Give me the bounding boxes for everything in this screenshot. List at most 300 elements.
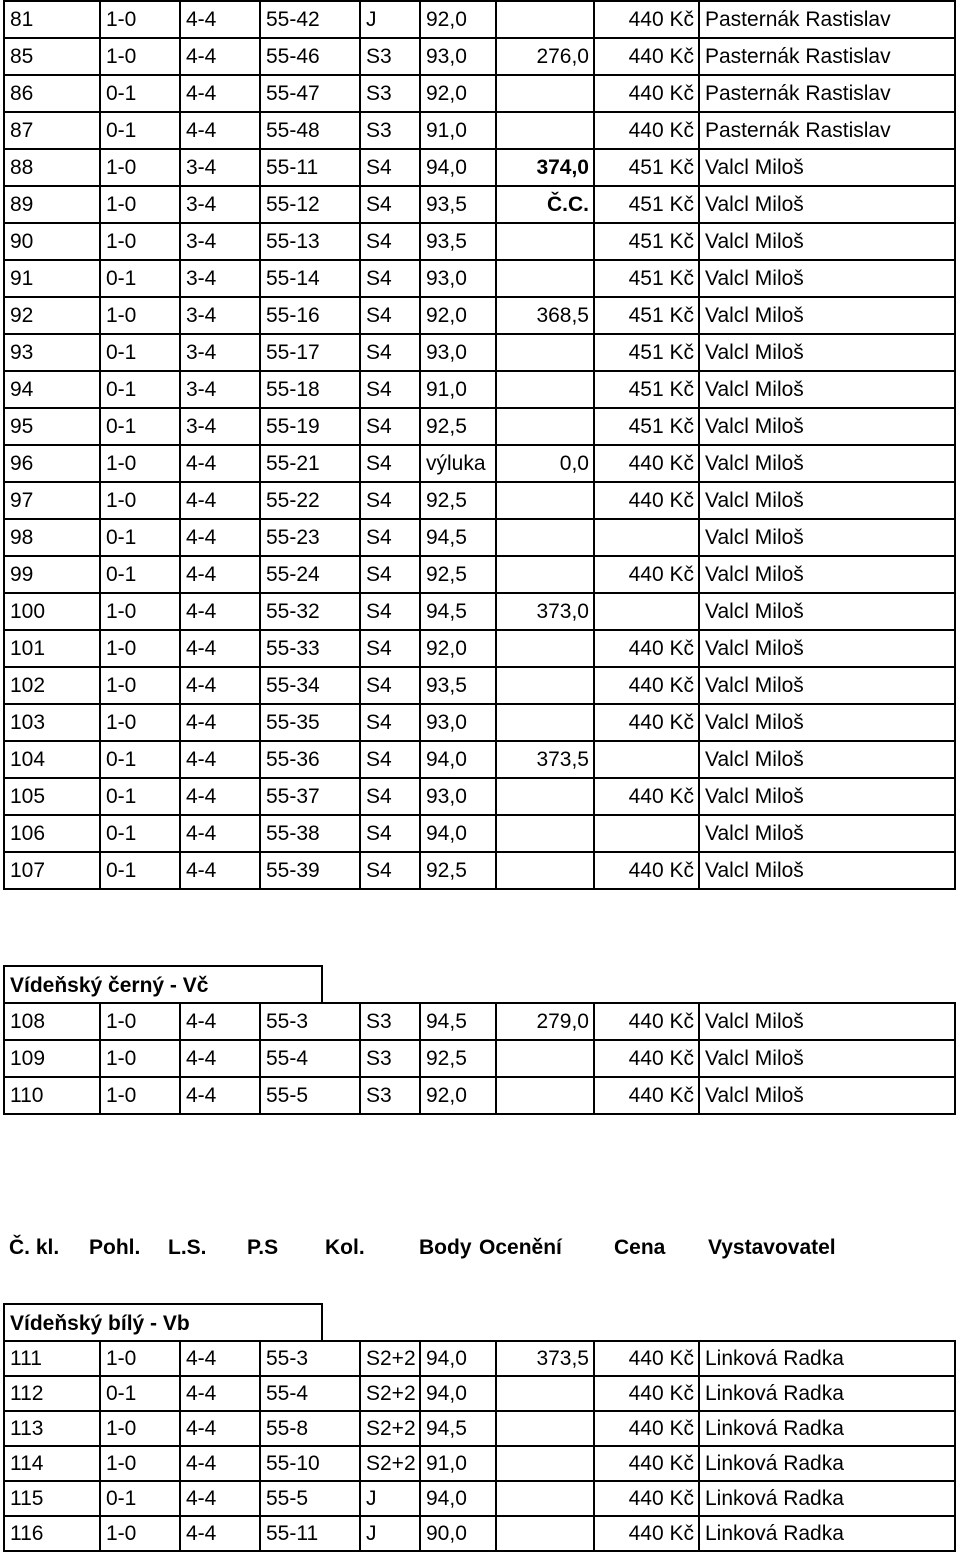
cell-prave: 55-18	[260, 371, 360, 408]
cell-kolekce: J	[360, 1481, 420, 1516]
cell-leve: 3-4	[180, 260, 260, 297]
cell-vystavovatel: Valcl Miloš	[699, 260, 955, 297]
column-header-row	[0, 1236, 960, 1262]
cell-cislo: 102	[4, 667, 100, 704]
table-row	[4, 408, 955, 445]
cell-kolekce: S4	[360, 482, 420, 519]
cell-kolekce: S4	[360, 556, 420, 593]
cell-cena: 440 Kč	[594, 1341, 699, 1376]
cell-prave: 55-46	[260, 38, 360, 75]
cell-cislo: 103	[4, 704, 100, 741]
cell-kolekce: S4	[360, 741, 420, 778]
cell-pohlavi: 0-1	[100, 112, 180, 149]
cell-vystavovatel: Linková Radka	[699, 1341, 955, 1376]
cell-prave: 55-4	[260, 1040, 360, 1077]
cell-prave: 55-38	[260, 815, 360, 852]
cell-cislo: 114	[4, 1446, 100, 1481]
cell-leve: 3-4	[180, 371, 260, 408]
cell-body: 92,0	[420, 1077, 496, 1114]
cell-oceneni	[496, 1077, 594, 1114]
cell-pohlavi: 0-1	[100, 815, 180, 852]
cell-cislo: 113	[4, 1411, 100, 1446]
cell-pohlavi: 0-1	[100, 852, 180, 889]
cell-cislo: 94	[4, 371, 100, 408]
cell-cislo: 87	[4, 112, 100, 149]
cell-oceneni	[496, 1411, 594, 1446]
cell-oceneni	[496, 112, 594, 149]
cell-vystavovatel: Valcl Miloš	[699, 778, 955, 815]
cell-cena: 440 Kč	[594, 1446, 699, 1481]
table-row	[4, 556, 955, 593]
cell-vystavovatel: Valcl Miloš	[699, 556, 955, 593]
cell-pohlavi: 1-0	[100, 482, 180, 519]
cell-kolekce: S3	[360, 1003, 420, 1040]
cell-prave: 55-11	[260, 1516, 360, 1551]
cell-leve: 4-4	[180, 519, 260, 556]
cell-oceneni	[496, 778, 594, 815]
cell-pohlavi: 1-0	[100, 297, 180, 334]
cell-oceneni	[496, 1, 594, 38]
table-row	[4, 482, 955, 519]
cell-vystavovatel: Valcl Miloš	[699, 593, 955, 630]
cell-cena: 440 Kč	[594, 556, 699, 593]
cell-oceneni	[496, 852, 594, 889]
cell-vystavovatel: Linková Radka	[699, 1481, 955, 1516]
cell-leve: 4-4	[180, 630, 260, 667]
cell-prave: 55-17	[260, 334, 360, 371]
cell-leve: 4-4	[180, 741, 260, 778]
cell-cislo: 89	[4, 186, 100, 223]
table-row	[4, 1003, 955, 1040]
cell-leve: 4-4	[180, 112, 260, 149]
cell-pohlavi: 1-0	[100, 1077, 180, 1114]
cell-vystavovatel: Valcl Miloš	[699, 186, 955, 223]
cell-prave: 55-33	[260, 630, 360, 667]
table-row	[4, 149, 955, 186]
cell-cena: 440 Kč	[594, 1003, 699, 1040]
cell-pohlavi: 1-0	[100, 1411, 180, 1446]
cell-cena: 451 Kč	[594, 260, 699, 297]
cell-pohlavi: 1-0	[100, 1446, 180, 1481]
cell-kolekce: S3	[360, 75, 420, 112]
cell-cislo: 111	[4, 1341, 100, 1376]
table-row	[4, 1516, 955, 1551]
cell-prave: 55-4	[260, 1376, 360, 1411]
cell-cislo: 93	[4, 334, 100, 371]
cell-body: 93,5	[420, 186, 496, 223]
table-row	[4, 223, 955, 260]
cell-vystavovatel: Valcl Miloš	[699, 519, 955, 556]
cell-cislo: 104	[4, 741, 100, 778]
cell-body: 92,0	[420, 630, 496, 667]
table-row	[4, 371, 955, 408]
cell-kolekce: S4	[360, 704, 420, 741]
cell-pohlavi: 0-1	[100, 741, 180, 778]
cell-leve: 4-4	[180, 1341, 260, 1376]
cell-cislo: 96	[4, 445, 100, 482]
cell-vystavovatel: Pasternák Rastislav	[699, 112, 955, 149]
cell-pohlavi: 1-0	[100, 1, 180, 38]
cell-pohlavi: 1-0	[100, 1003, 180, 1040]
table-row	[4, 1077, 955, 1114]
cell-vystavovatel: Valcl Miloš	[699, 334, 955, 371]
table-row	[4, 260, 955, 297]
cell-leve: 4-4	[180, 75, 260, 112]
cell-cena: 440 Kč	[594, 630, 699, 667]
cell-leve: 3-4	[180, 149, 260, 186]
cell-leve: 4-4	[180, 1, 260, 38]
cell-kolekce: S4	[360, 149, 420, 186]
cell-oceneni	[496, 556, 594, 593]
cell-body: 93,5	[420, 667, 496, 704]
cell-oceneni	[496, 1481, 594, 1516]
cell-prave: 55-13	[260, 223, 360, 260]
cell-body: 94,5	[420, 593, 496, 630]
cell-leve: 3-4	[180, 408, 260, 445]
cell-body: 93,0	[420, 704, 496, 741]
cell-body: 94,5	[420, 1411, 496, 1446]
header-cislo-klece: Č. kl.	[9, 1236, 60, 1259]
cell-pohlavi: 0-1	[100, 1481, 180, 1516]
cell-cena: 440 Kč	[594, 75, 699, 112]
table-row	[4, 1376, 955, 1411]
cell-pohlavi: 1-0	[100, 38, 180, 75]
cell-vystavovatel: Valcl Miloš	[699, 741, 955, 778]
cell-body: 94,0	[420, 149, 496, 186]
cell-vystavovatel: Valcl Miloš	[699, 1040, 955, 1077]
cell-kolekce: S4	[360, 667, 420, 704]
table-row	[4, 741, 955, 778]
cell-oceneni	[496, 1446, 594, 1481]
cell-pohlavi: 1-0	[100, 186, 180, 223]
cell-pohlavi: 0-1	[100, 556, 180, 593]
cell-kolekce: S4	[360, 815, 420, 852]
cell-cena: 440 Kč	[594, 1077, 699, 1114]
cell-cena: 451 Kč	[594, 186, 699, 223]
cell-oceneni: 374,0	[496, 149, 594, 186]
cell-cislo: 95	[4, 408, 100, 445]
cell-cena: 440 Kč	[594, 482, 699, 519]
cell-oceneni	[496, 260, 594, 297]
cell-vystavovatel: Valcl Miloš	[699, 408, 955, 445]
table-body	[4, 1, 955, 889]
cell-leve: 3-4	[180, 186, 260, 223]
table-row	[4, 519, 955, 556]
table-row	[4, 1341, 955, 1376]
header-pohlavi: Pohl.	[89, 1236, 141, 1259]
cell-kolekce: S2+2	[360, 1341, 420, 1376]
table-body	[4, 1341, 955, 1551]
cell-kolekce: S4	[360, 778, 420, 815]
table-row	[4, 593, 955, 630]
cell-cislo: 86	[4, 75, 100, 112]
cell-cislo: 105	[4, 778, 100, 815]
cell-cena: 440 Kč	[594, 1516, 699, 1551]
cell-vystavovatel: Linková Radka	[699, 1376, 955, 1411]
cell-body: 92,5	[420, 556, 496, 593]
cell-vystavovatel: Linková Radka	[699, 1516, 955, 1551]
cell-prave: 55-35	[260, 704, 360, 741]
cell-pohlavi: 0-1	[100, 778, 180, 815]
cell-cena: 440 Kč	[594, 778, 699, 815]
cell-prave: 55-11	[260, 149, 360, 186]
cell-body: 93,0	[420, 260, 496, 297]
cell-vystavovatel: Valcl Miloš	[699, 704, 955, 741]
cell-oceneni	[496, 334, 594, 371]
header-cena: Cena	[614, 1236, 666, 1259]
cell-cena	[594, 741, 699, 778]
cell-leve: 4-4	[180, 1446, 260, 1481]
cell-body: 94,0	[420, 1341, 496, 1376]
cell-vystavovatel: Valcl Miloš	[699, 630, 955, 667]
cell-oceneni: 0,0	[496, 445, 594, 482]
table-row	[4, 445, 955, 482]
cell-leve: 4-4	[180, 1516, 260, 1551]
cell-leve: 4-4	[180, 1077, 260, 1114]
cell-cislo: 109	[4, 1040, 100, 1077]
cell-oceneni: 279,0	[496, 1003, 594, 1040]
cell-kolekce: S4	[360, 260, 420, 297]
cell-leve: 4-4	[180, 556, 260, 593]
cell-vystavovatel: Valcl Miloš	[699, 297, 955, 334]
cell-body: 91,0	[420, 371, 496, 408]
cell-oceneni	[496, 667, 594, 704]
cell-prave: 55-5	[260, 1481, 360, 1516]
table-row	[4, 667, 955, 704]
cell-leve: 4-4	[180, 38, 260, 75]
cell-kolekce: S3	[360, 1040, 420, 1077]
cell-cislo: 98	[4, 519, 100, 556]
cell-cena: 451 Kč	[594, 371, 699, 408]
cell-oceneni	[496, 223, 594, 260]
cell-cena	[594, 815, 699, 852]
cell-vystavovatel: Valcl Miloš	[699, 852, 955, 889]
cell-cislo: 100	[4, 593, 100, 630]
cell-body: 94,0	[420, 1376, 496, 1411]
cell-vystavovatel: Linková Radka	[699, 1446, 955, 1481]
cell-leve: 4-4	[180, 778, 260, 815]
cell-oceneni	[496, 630, 594, 667]
cell-leve: 4-4	[180, 815, 260, 852]
cell-prave: 55-37	[260, 778, 360, 815]
cell-prave: 55-3	[260, 1003, 360, 1040]
cell-kolekce: S3	[360, 112, 420, 149]
cell-vystavovatel: Valcl Miloš	[699, 1077, 955, 1114]
cell-body: 91,0	[420, 112, 496, 149]
cell-vystavovatel: Valcl Miloš	[699, 667, 955, 704]
cell-pohlavi: 1-0	[100, 1040, 180, 1077]
cell-cislo: 116	[4, 1516, 100, 1551]
cell-kolekce: S2+2	[360, 1411, 420, 1446]
cell-pohlavi: 0-1	[100, 260, 180, 297]
table-row	[4, 815, 955, 852]
results-table-vc	[3, 1002, 956, 1115]
cell-kolekce: S4	[360, 593, 420, 630]
section-title-videnskiy-bily: Vídeňský bílý - Vb	[3, 1303, 323, 1341]
cell-body: 92,0	[420, 297, 496, 334]
cell-pohlavi: 1-0	[100, 445, 180, 482]
cell-body: 94,0	[420, 1481, 496, 1516]
cell-pohlavi: 1-0	[100, 630, 180, 667]
cell-kolekce: S4	[360, 630, 420, 667]
cell-pohlavi: 0-1	[100, 75, 180, 112]
table-row	[4, 38, 955, 75]
cell-body: 92,5	[420, 852, 496, 889]
cell-oceneni: 276,0	[496, 38, 594, 75]
cell-kolekce: S4	[360, 445, 420, 482]
cell-prave: 55-47	[260, 75, 360, 112]
cell-oceneni	[496, 704, 594, 741]
cell-vystavovatel: Pasternák Rastislav	[699, 75, 955, 112]
cell-prave: 55-23	[260, 519, 360, 556]
cell-oceneni	[496, 1040, 594, 1077]
table-row	[4, 112, 955, 149]
cell-vystavovatel: Linková Radka	[699, 1411, 955, 1446]
cell-vystavovatel: Valcl Miloš	[699, 371, 955, 408]
cell-oceneni: Č.C.	[496, 186, 594, 223]
cell-body: 93,5	[420, 223, 496, 260]
cell-oceneni	[496, 815, 594, 852]
cell-leve: 4-4	[180, 445, 260, 482]
table-row	[4, 630, 955, 667]
cell-vystavovatel: Valcl Miloš	[699, 149, 955, 186]
cell-oceneni	[496, 1516, 594, 1551]
cell-leve: 3-4	[180, 297, 260, 334]
cell-cislo: 106	[4, 815, 100, 852]
cell-leve: 4-4	[180, 482, 260, 519]
table-row	[4, 1446, 955, 1481]
cell-prave: 55-22	[260, 482, 360, 519]
cell-prave: 55-34	[260, 667, 360, 704]
cell-body: 92,5	[420, 482, 496, 519]
table-row	[4, 1481, 955, 1516]
cell-cena: 440 Kč	[594, 1411, 699, 1446]
cell-leve: 4-4	[180, 667, 260, 704]
cell-oceneni: 373,0	[496, 593, 594, 630]
cell-prave: 55-42	[260, 1, 360, 38]
cell-leve: 4-4	[180, 1376, 260, 1411]
cell-cena: 451 Kč	[594, 297, 699, 334]
cell-body: 92,0	[420, 1, 496, 38]
cell-pohlavi: 1-0	[100, 593, 180, 630]
cell-body: výluka	[420, 445, 496, 482]
cell-cislo: 88	[4, 149, 100, 186]
table-row	[4, 1411, 955, 1446]
cell-prave: 55-12	[260, 186, 360, 223]
cell-pohlavi: 0-1	[100, 371, 180, 408]
cell-body: 94,0	[420, 741, 496, 778]
cell-leve: 4-4	[180, 593, 260, 630]
cell-kolekce: S4	[360, 519, 420, 556]
cell-cena: 451 Kč	[594, 408, 699, 445]
cell-oceneni	[496, 75, 594, 112]
cell-cislo: 90	[4, 223, 100, 260]
cell-prave: 55-8	[260, 1411, 360, 1446]
table-row	[4, 334, 955, 371]
cell-kolekce: S4	[360, 186, 420, 223]
cell-body: 93,0	[420, 778, 496, 815]
cell-kolekce: S2+2	[360, 1446, 420, 1481]
cell-kolekce: S3	[360, 1077, 420, 1114]
cell-leve: 3-4	[180, 334, 260, 371]
cell-kolekce: S4	[360, 334, 420, 371]
cell-vystavovatel: Valcl Miloš	[699, 1003, 955, 1040]
header-leve-slozeni: L.S.	[168, 1236, 207, 1259]
cell-body: 93,0	[420, 38, 496, 75]
cell-leve: 4-4	[180, 852, 260, 889]
cell-cena: 440 Kč	[594, 1040, 699, 1077]
cell-kolekce: S4	[360, 223, 420, 260]
cell-body: 90,0	[420, 1516, 496, 1551]
cell-cena: 440 Kč	[594, 704, 699, 741]
cell-cena: 451 Kč	[594, 149, 699, 186]
cell-oceneni: 373,5	[496, 741, 594, 778]
cell-kolekce: S4	[360, 297, 420, 334]
cell-cena: 440 Kč	[594, 1481, 699, 1516]
cell-cislo: 115	[4, 1481, 100, 1516]
table-row	[4, 297, 955, 334]
header-oceneni: Ocenění	[479, 1236, 562, 1259]
cell-leve: 4-4	[180, 1003, 260, 1040]
cell-cislo: 101	[4, 630, 100, 667]
cell-kolekce: S3	[360, 38, 420, 75]
cell-prave: 55-21	[260, 445, 360, 482]
cell-cena	[594, 593, 699, 630]
cell-kolekce: S2+2	[360, 1376, 420, 1411]
cell-body: 94,5	[420, 1003, 496, 1040]
section-title-videnskiy-cerny: Vídeňský černý - Vč	[3, 965, 323, 1003]
cell-prave: 55-48	[260, 112, 360, 149]
cell-pohlavi: 0-1	[100, 519, 180, 556]
cell-leve: 4-4	[180, 1040, 260, 1077]
cell-pohlavi: 1-0	[100, 704, 180, 741]
cell-vystavovatel: Valcl Miloš	[699, 815, 955, 852]
cell-cena: 440 Kč	[594, 1376, 699, 1411]
cell-cena: 451 Kč	[594, 223, 699, 260]
cell-cena: 440 Kč	[594, 852, 699, 889]
cell-prave: 55-19	[260, 408, 360, 445]
cell-cislo: 107	[4, 852, 100, 889]
cell-kolekce: J	[360, 1516, 420, 1551]
table-row	[4, 778, 955, 815]
cell-prave: 55-24	[260, 556, 360, 593]
table-row	[4, 704, 955, 741]
cell-oceneni	[496, 371, 594, 408]
cell-cislo: 110	[4, 1077, 100, 1114]
cell-pohlavi: 1-0	[100, 667, 180, 704]
cell-cena: 440 Kč	[594, 445, 699, 482]
cell-kolekce: S4	[360, 852, 420, 889]
cell-cena: 440 Kč	[594, 667, 699, 704]
cell-cena: 440 Kč	[594, 1, 699, 38]
cell-prave: 55-39	[260, 852, 360, 889]
cell-pohlavi: 0-1	[100, 408, 180, 445]
cell-cena	[594, 519, 699, 556]
cell-cislo: 99	[4, 556, 100, 593]
cell-prave: 55-14	[260, 260, 360, 297]
cell-body: 92,0	[420, 75, 496, 112]
cell-prave: 55-36	[260, 741, 360, 778]
header-kolekce: Kol.	[325, 1236, 365, 1259]
cell-vystavovatel: Valcl Miloš	[699, 482, 955, 519]
table-row	[4, 1, 955, 38]
cell-cislo: 85	[4, 38, 100, 75]
cell-pohlavi: 1-0	[100, 149, 180, 186]
cell-cislo: 91	[4, 260, 100, 297]
cell-oceneni	[496, 482, 594, 519]
cell-leve: 4-4	[180, 704, 260, 741]
cell-body: 92,5	[420, 408, 496, 445]
